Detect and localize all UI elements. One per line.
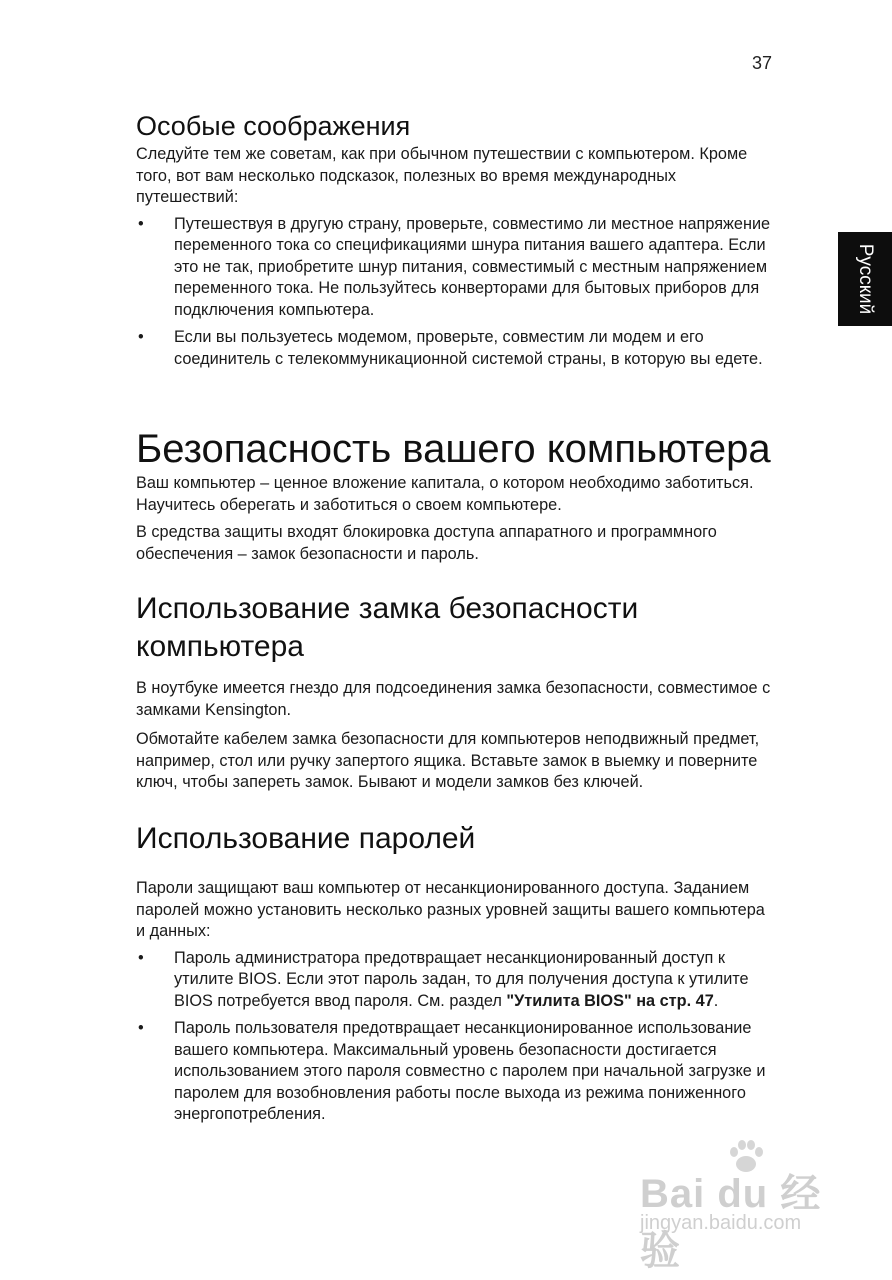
list-item: • Если вы пользуетесь модемом, проверьте, совместим ли модем и его соединитель с телекоммуникационной системой страны, в которую вы едете. bbox=[136, 327, 776, 370]
section-heading: Использование паролей bbox=[136, 822, 476, 855]
section-heading: Использование замка безопасности компьютера bbox=[136, 592, 639, 663]
language-tab bbox=[838, 232, 892, 326]
list-item: • Путешествуя в другую страну, проверьте, совместимо ли местное напряжение переменного тока со спецификациями шнура питания вашего адаптера. Если это не так, приобретите шнур питания, совместимый с местным напряжением переменного тока. Не пользуйтесь конверторами для бытовых приборов для подключения компьютера. bbox=[136, 214, 776, 322]
paragraph: Обмотайте кабелем замка безопасности для компьютеров неподвижный предмет, например, стол или ручку запертого ящика. Вставьте замок в выемку и поверните ключ, чтобы запереть замок. Бывают и модели замков без ключей. bbox=[136, 730, 760, 791]
bullet-list bbox=[136, 214, 776, 371]
paw-icon bbox=[726, 1140, 766, 1174]
chapter-heading: Безопасность вашего компьютера bbox=[136, 427, 771, 471]
section-heading: Особые соображения bbox=[136, 111, 411, 141]
language-tab-label: Русский bbox=[855, 243, 876, 315]
paragraph: В средства защиты входят блокировка доступа аппаратного и программного обеспечения – замок безопасности и пароль. bbox=[136, 523, 717, 563]
cross-reference: "Утилита BIOS" на стр. 47 bbox=[506, 991, 714, 1010]
watermark-url: jingyan.baidu.com bbox=[640, 1212, 802, 1234]
paragraph: В ноутбуке имеется гнездо для подсоединения замка безопасности, совместимое с замками Kensington. bbox=[136, 679, 771, 719]
bullet-text: Пароль администратора предотвращает несанкционированный доступ к утилите BIOS. Если этот пароль задан, то для получения доступа к утилите BIOS потребуется ввод пароля. См. раздел bbox=[174, 948, 749, 1010]
list-item: • Пароль пользователя предотвращает несанкционированное использование вашего компьютера. Максимальный уровень безопасности достигается использованием этого пароля совместно с паролем при начальной загрузке и паролем для возобновления работы после выхода из режима пониженного энергопотребления. bbox=[136, 1018, 776, 1126]
bullet-end: . bbox=[713, 991, 719, 1010]
page-number: 37 bbox=[752, 53, 773, 73]
section-special-considerations bbox=[136, 110, 776, 370]
baidu-watermark bbox=[640, 1140, 840, 1273]
section-computer-security bbox=[136, 427, 776, 565]
bullet-list bbox=[136, 948, 776, 1126]
section-passwords bbox=[136, 820, 776, 1126]
list-item bbox=[136, 948, 776, 1013]
section-intro: Пароли защищают ваш компьютер от несанкционированного доступа. Заданием паролей можно установить несколько разных уровней защиты вашего компьютера и данных: bbox=[136, 879, 765, 940]
section-security-lock bbox=[136, 590, 776, 794]
watermark-logo: Bai du 经验 bbox=[640, 1172, 822, 1273]
paragraph: Ваш компьютер – ценное вложение капитала, о котором необходимо заботиться. Научитесь оберегать и заботиться о своем компьютере. bbox=[136, 474, 754, 514]
section-intro: Следуйте тем же советам, как при обычном путешествии с компьютером. Кроме того, вот вам несколько подсказок, полезных во время международных путешествий: bbox=[136, 145, 748, 206]
